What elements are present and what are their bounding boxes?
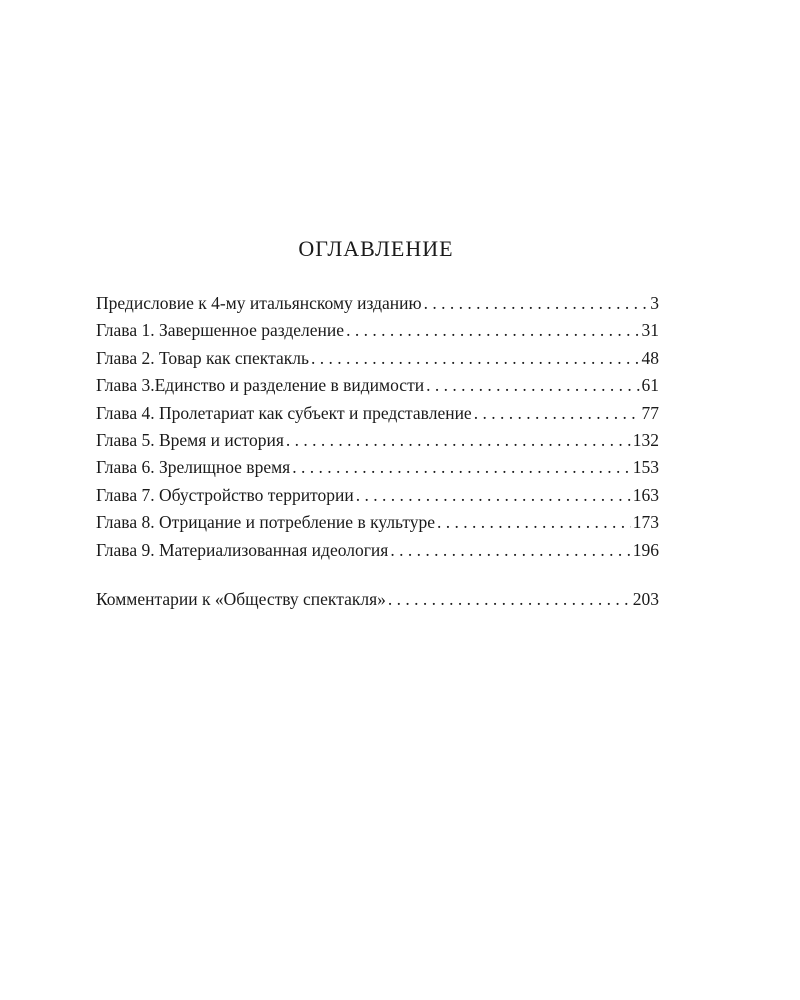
toc-entry-chapter-8 — [96, 512, 659, 539]
dot-leader — [388, 589, 631, 610]
dot-leader — [346, 320, 639, 341]
toc-entry-label: Глава 9. Материализованная идеология — [96, 539, 389, 560]
toc-entry-chapter-9 — [96, 540, 659, 567]
toc-page-number: 48 — [641, 347, 659, 368]
toc-entry-label: Глава 4. Пролетариат как субъект и представление — [96, 402, 472, 423]
toc-entry-chapter-2 — [96, 348, 659, 375]
toc-entry-label: Комментарии к «Обществу спектакля» — [96, 588, 386, 609]
toc-page-number: 203 — [632, 588, 659, 609]
toc-entry-chapter-1 — [96, 320, 659, 347]
toc-entry-label: Глава 7. Обустройство территории — [96, 484, 354, 505]
toc-page-number: 77 — [641, 402, 659, 423]
toc-page-number: 173 — [632, 512, 659, 533]
dot-leader — [474, 403, 640, 424]
toc-entry-chapter-3 — [96, 375, 659, 402]
toc-page-number: 153 — [632, 457, 659, 478]
dot-leader — [311, 348, 640, 369]
dot-leader — [286, 430, 631, 451]
dot-leader — [424, 293, 649, 314]
dot-leader — [356, 485, 631, 506]
dot-leader — [437, 512, 631, 533]
toc-spacer — [96, 567, 659, 589]
toc-page-number: 61 — [641, 375, 659, 396]
dot-leader — [292, 457, 631, 478]
toc-page-number: 196 — [632, 539, 659, 560]
toc-entry-chapter-6 — [96, 457, 659, 484]
toc-entry-label: Глава 3.Единство и разделение в видимости — [96, 375, 425, 396]
dot-leader — [426, 375, 639, 396]
toc-entry-chapter-7 — [96, 485, 659, 512]
toc-entry-label: Глава 5. Время и история — [96, 429, 284, 450]
toc-page-number: 31 — [641, 320, 659, 341]
toc-page-number: 3 — [650, 293, 659, 313]
toc-page-number: 132 — [632, 429, 659, 450]
toc-entry-chapter-5 — [96, 430, 659, 457]
toc-entry-commentary — [96, 589, 659, 616]
toc-title: ОГЛАВЛЕНИЕ — [298, 236, 454, 261]
toc-entry-preface — [96, 293, 659, 320]
toc-entry-label: Предисловие к 4-му итальянскому изданию — [96, 293, 422, 313]
toc-entry-label: Глава 2. Товар как спектакль — [96, 347, 309, 368]
toc-entry-label: Глава 1. Завершенное разделение — [96, 320, 345, 341]
toc-entry-label: Глава 6. Зрелищное время — [96, 457, 291, 478]
toc-entry-chapter-4 — [96, 403, 659, 430]
table-of-contents — [96, 293, 659, 616]
toc-page-number: 163 — [632, 484, 659, 505]
dot-leader — [390, 540, 630, 561]
toc-entry-label: Глава 8. Отрицание и потребление в культуре — [96, 512, 436, 533]
